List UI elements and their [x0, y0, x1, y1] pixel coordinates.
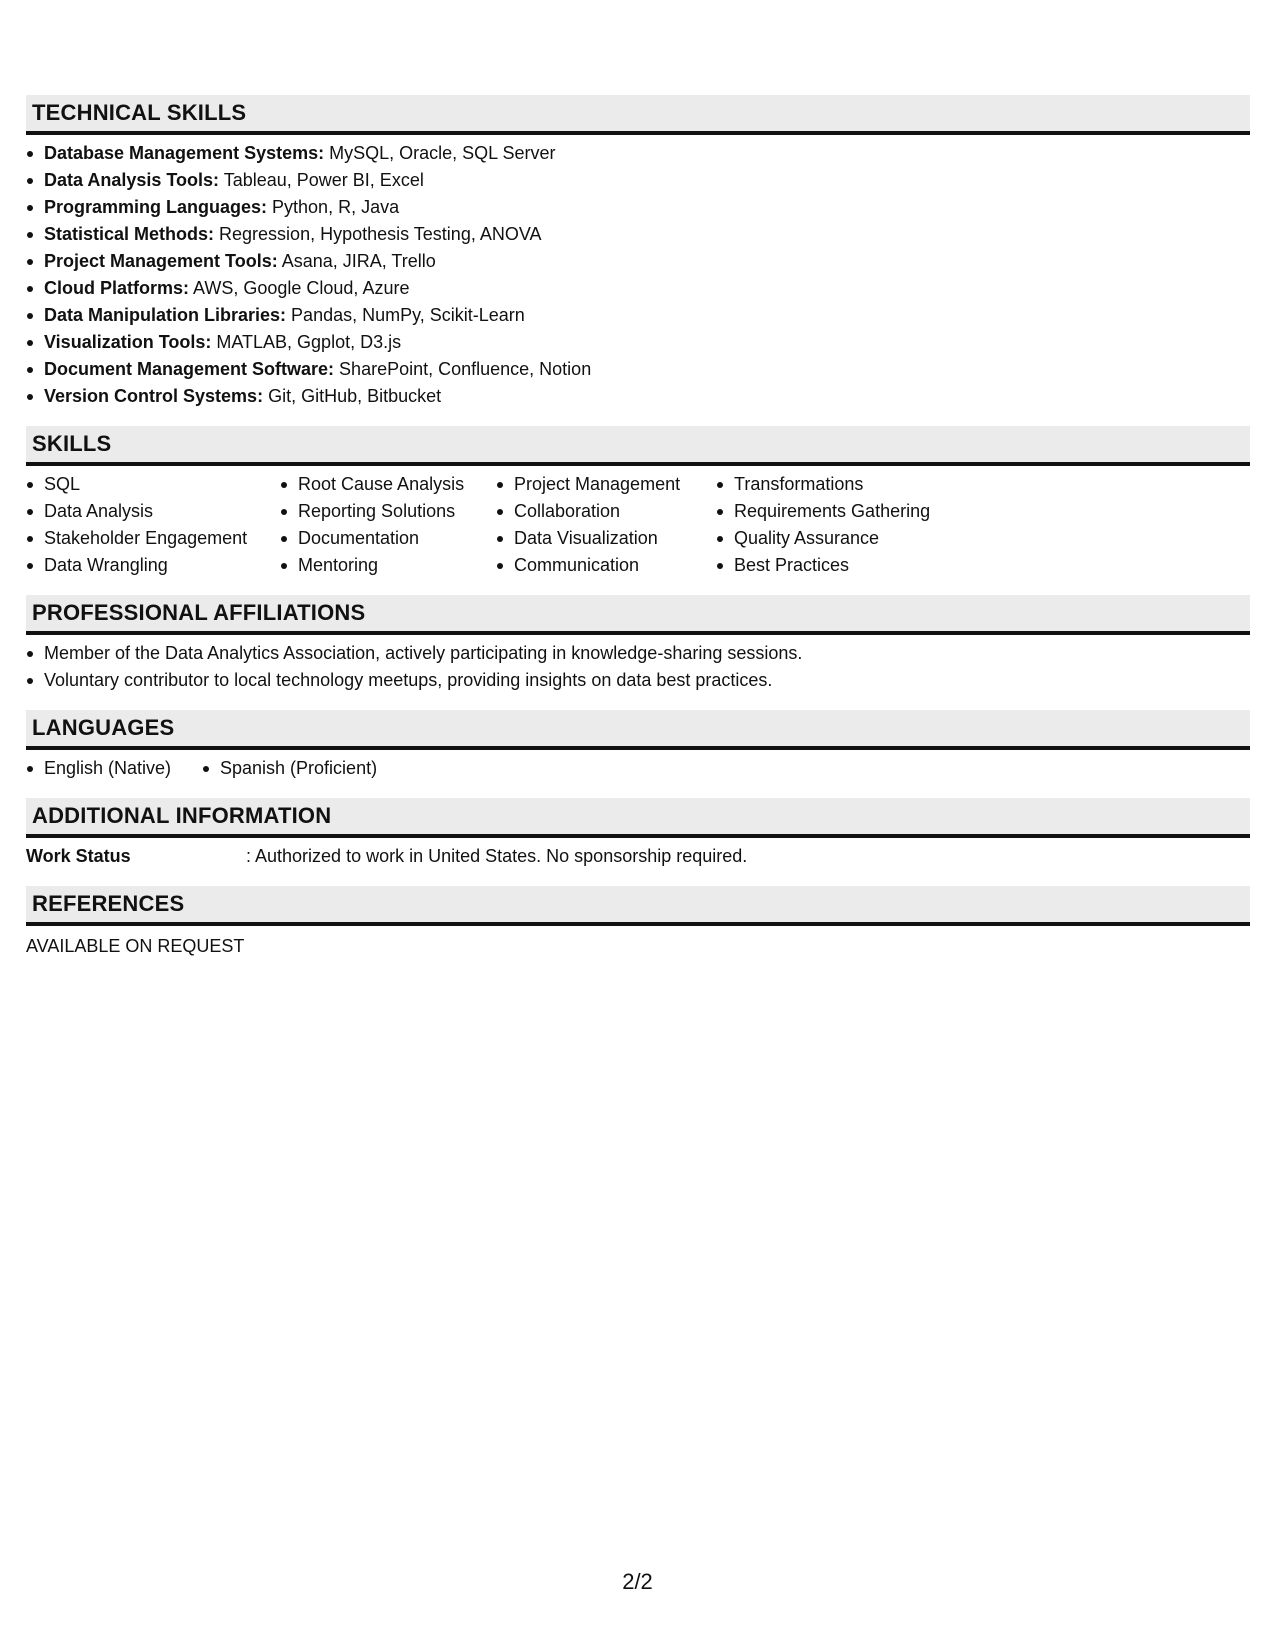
languages-column-2 [202, 755, 377, 782]
list-item: Documentation [280, 525, 496, 552]
languages-section [26, 710, 1250, 782]
skill-values: AWS, Google Cloud, Azure [189, 278, 410, 298]
list-item: Member of the Data Analytics Association, actively participating in knowledge-sharing sessions. [26, 640, 1250, 667]
list-item [26, 383, 1250, 410]
list-item: Quality Assurance [716, 525, 976, 552]
list-item [26, 167, 1250, 194]
list-item [26, 329, 1250, 356]
resume-page [26, 95, 1250, 976]
skill-values: Pandas, NumPy, Scikit-Learn [286, 305, 525, 325]
list-item: Best Practices [716, 552, 976, 579]
list-item: Data Visualization [496, 525, 716, 552]
list-item [26, 140, 1250, 167]
skill-category: Version Control Systems: [44, 386, 264, 406]
languages-column-1 [26, 755, 202, 782]
page-number: 2/2 [622, 1569, 653, 1594]
list-item [26, 221, 1250, 248]
skills-column-4 [716, 471, 976, 579]
list-item: Voluntary contributor to local technology meetups, providing insights on data best practices. [26, 667, 1250, 694]
skills-column-3 [496, 471, 716, 579]
skill-values: Git, GitHub, Bitbucket [263, 386, 442, 406]
skill-values: Tableau, Power BI, Excel [219, 170, 424, 190]
skill-values: MySQL, Oracle, SQL Server [324, 143, 556, 163]
skill-category: Cloud Platforms: [44, 278, 190, 298]
skill-category: Project Management Tools: [44, 251, 278, 271]
skills-heading: SKILLS [26, 426, 1250, 466]
list-item [26, 302, 1250, 329]
languages-row [26, 755, 1250, 782]
languages-heading: LANGUAGES [26, 710, 1250, 750]
list-item: Reporting Solutions [280, 498, 496, 525]
list-item: Stakeholder Engagement [26, 525, 280, 552]
affiliations-heading: PROFESSIONAL AFFILIATIONS [26, 595, 1250, 635]
list-item [26, 275, 1250, 302]
references-text: AVAILABLE ON REQUEST [26, 936, 245, 956]
skill-category: Visualization Tools: [44, 332, 212, 352]
additional-info-section [26, 798, 1250, 870]
technical-skills-section [26, 95, 1250, 410]
skills-columns [26, 471, 1250, 579]
skill-category: Data Manipulation Libraries: [44, 305, 287, 325]
skill-category: Programming Languages: [44, 197, 268, 217]
list-item [26, 356, 1250, 383]
skill-values: MATLAB, Ggplot, D3.js [211, 332, 402, 352]
list-item: Root Cause Analysis [280, 471, 496, 498]
references-heading: REFERENCES [26, 886, 1250, 926]
skill-values: Asana, JIRA, Trello [277, 251, 436, 271]
affiliations-section [26, 595, 1250, 694]
work-status-row [26, 843, 1250, 870]
list-item: Mentoring [280, 552, 496, 579]
additional-info-heading: ADDITIONAL INFORMATION [26, 798, 1250, 838]
technical-skills-heading: TECHNICAL SKILLS [26, 95, 1250, 135]
work-status-label: Work Status [26, 846, 131, 866]
list-item: Requirements Gathering [716, 498, 976, 525]
list-item: Communication [496, 552, 716, 579]
references-section [26, 886, 1250, 960]
skill-category: Data Analysis Tools: [44, 170, 220, 190]
list-item: Project Management [496, 471, 716, 498]
affiliations-list [26, 640, 1250, 694]
technical-skills-list [26, 140, 1250, 410]
skill-category: Database Management Systems: [44, 143, 325, 163]
skill-values: Regression, Hypothesis Testing, ANOVA [214, 224, 542, 244]
list-item [26, 194, 1250, 221]
list-item: Transformations [716, 471, 976, 498]
list-item [26, 248, 1250, 275]
list-item: Spanish (Proficient) [202, 755, 377, 782]
skill-category: Document Management Software: [44, 359, 335, 379]
skill-values: Python, R, Java [267, 197, 400, 217]
skill-category: Statistical Methods: [44, 224, 215, 244]
list-item: Data Analysis [26, 498, 280, 525]
skills-section [26, 426, 1250, 579]
skills-column-1 [26, 471, 280, 579]
list-item: English (Native) [26, 755, 202, 782]
list-item: Collaboration [496, 498, 716, 525]
skills-column-2 [280, 471, 496, 579]
list-item: SQL [26, 471, 280, 498]
skill-values: SharePoint, Confluence, Notion [334, 359, 592, 379]
list-item: Data Wrangling [26, 552, 280, 579]
work-status-value: : Authorized to work in United States. No sponsorship required. [246, 846, 748, 866]
